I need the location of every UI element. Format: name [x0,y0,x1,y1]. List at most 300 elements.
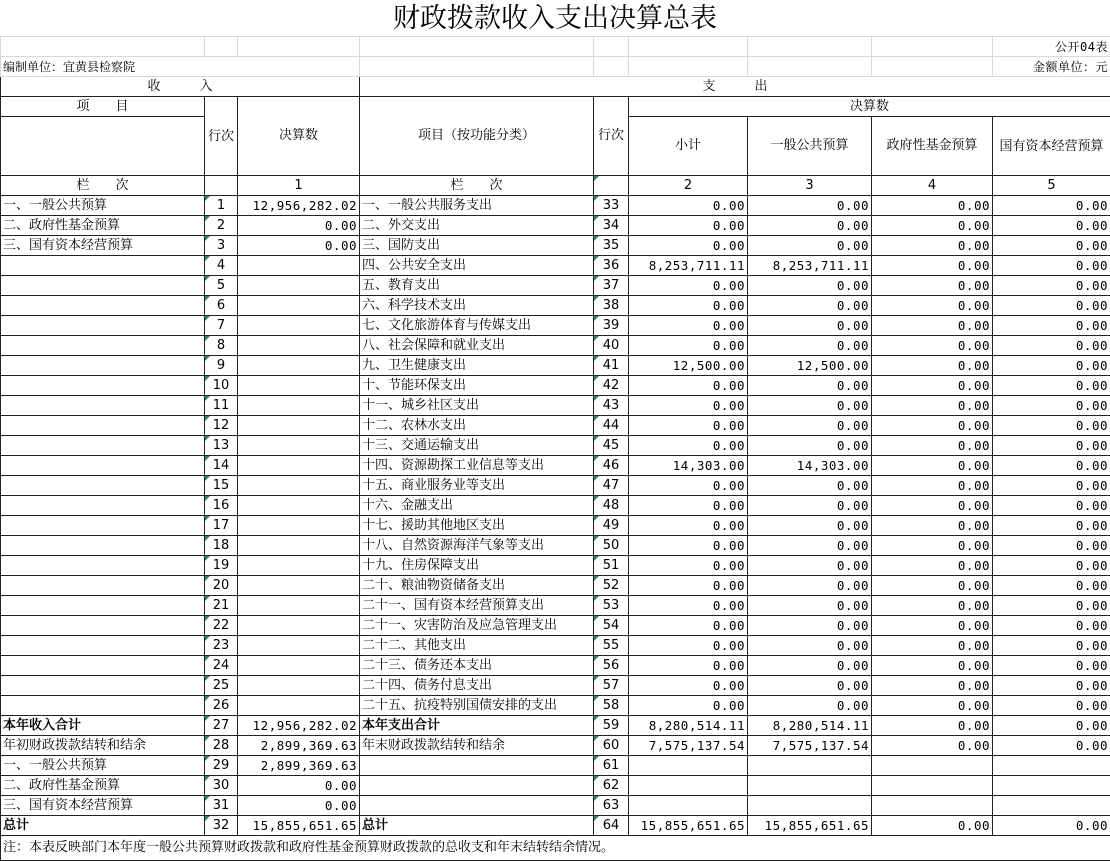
state-capital-cell[interactable]: 0.00 [993,516,1110,536]
subtotal-cell[interactable]: 0.00 [629,336,748,356]
state-capital-cell[interactable] [993,796,1110,816]
income-amount-cell[interactable] [238,276,360,296]
state-capital-cell[interactable]: 0.00 [993,296,1110,316]
income-amount-cell[interactable] [238,496,360,516]
subtotal-cell[interactable]: 0.00 [629,536,748,556]
income-item-cell[interactable] [1,616,205,636]
general-budget-cell[interactable]: 8,280,514.11 [748,716,872,736]
expense-line-no-cell[interactable]: 54 [594,616,629,636]
income-item-cell[interactable]: 二、政府性基金预算 [1,216,205,236]
income-item-cell[interactable] [1,496,205,516]
income-line-no-cell[interactable]: 10 [205,376,238,396]
income-line-no-cell[interactable]: 32 [205,816,238,836]
grid-cell[interactable] [872,57,993,77]
income-amount-cell[interactable] [238,296,360,316]
compiling-unit[interactable]: 编制单位：宜黄县检察院 [1,57,360,77]
subtotal-cell[interactable]: 15,855,651.65 [629,816,748,836]
subtotal-cell[interactable]: 0.00 [629,476,748,496]
expense-item-cell[interactable]: 二十二、其他支出 [360,636,594,656]
grid-cell[interactable] [594,57,629,77]
state-capital-cell[interactable]: 0.00 [993,316,1110,336]
state-capital-cell[interactable]: 0.00 [993,596,1110,616]
expense-item-cell[interactable]: 总计 [360,816,594,836]
general-budget-cell[interactable]: 0.00 [748,436,872,456]
column-index-4[interactable]: 4 [872,176,993,196]
expense-line-no-cell[interactable]: 60 [594,736,629,756]
expense-item-cell[interactable]: 十八、自然资源海洋气象等支出 [360,536,594,556]
income-amount-cell[interactable]: 15,855,651.65 [238,816,360,836]
income-item-cell[interactable] [1,476,205,496]
subtotal-cell[interactable]: 0.00 [629,516,748,536]
gov-fund-cell[interactable]: 0.00 [872,576,993,596]
gov-fund-cell[interactable] [872,756,993,776]
expense-line-no-cell[interactable]: 56 [594,656,629,676]
gov-fund-cell[interactable]: 0.00 [872,496,993,516]
state-capital-cell[interactable]: 0.00 [993,616,1110,636]
income-line-no-cell[interactable]: 13 [205,436,238,456]
income-amount-cell[interactable] [238,536,360,556]
state-capital-cell[interactable]: 0.00 [993,536,1110,556]
income-line-no-cell[interactable]: 2 [205,216,238,236]
income-line-no-cell[interactable]: 1 [205,196,238,216]
subtotal-cell[interactable] [629,756,748,776]
expense-item-cell[interactable] [360,796,594,816]
subtotal-cell[interactable]: 12,500.00 [629,356,748,376]
income-item-cell[interactable] [1,316,205,336]
expense-item-cell[interactable]: 五、教育支出 [360,276,594,296]
income-item-cell[interactable] [1,436,205,456]
income-line-no-cell[interactable]: 23 [205,636,238,656]
income-line-no-cell[interactable]: 17 [205,516,238,536]
expense-item-cell[interactable]: 一、一般公共服务支出 [360,196,594,216]
income-amount-cell[interactable] [238,556,360,576]
grid-cell[interactable] [629,57,748,77]
expense-item-cell[interactable] [360,776,594,796]
grid-cell[interactable] [360,37,594,57]
expense-line-no-cell[interactable]: 64 [594,816,629,836]
general-budget-cell[interactable]: 0.00 [748,296,872,316]
income-amount-cell[interactable] [238,376,360,396]
gov-fund-cell[interactable]: 0.00 [872,816,993,836]
income-line-no-cell[interactable]: 27 [205,716,238,736]
gov-fund-cell[interactable]: 0.00 [872,696,993,716]
expense-item-cell[interactable]: 九、卫生健康支出 [360,356,594,376]
expense-item-cell[interactable]: 十二、农林水支出 [360,416,594,436]
subtotal-cell[interactable]: 0.00 [629,496,748,516]
expense-line-no-cell[interactable]: 49 [594,516,629,536]
income-amount-cell[interactable] [238,356,360,376]
expense-line-no-cell[interactable]: 61 [594,756,629,776]
gov-fund-cell[interactable]: 0.00 [872,256,993,276]
subtotal-cell[interactable]: 0.00 [629,376,748,396]
income-item-cell[interactable]: 一、一般公共预算 [1,196,205,216]
income-line-no-cell[interactable]: 3 [205,236,238,256]
income-item-cell[interactable] [1,376,205,396]
gov-fund-cell[interactable]: 0.00 [872,216,993,236]
expense-item-cell[interactable]: 十一、城乡社区支出 [360,396,594,416]
income-line-no-cell[interactable]: 9 [205,356,238,376]
income-line-no-cell[interactable]: 22 [205,616,238,636]
subtotal-cell[interactable]: 0.00 [629,296,748,316]
form-code[interactable]: 公开04表 [993,37,1110,57]
column-label-2[interactable]: 栏 次 [360,176,594,196]
income-amount-cell[interactable] [238,596,360,616]
gov-fund-cell[interactable]: 0.00 [872,296,993,316]
subtotal-cell[interactable]: 0.00 [629,576,748,596]
general-budget-cell[interactable]: 0.00 [748,536,872,556]
column-index-2[interactable]: 2 [629,176,748,196]
income-line-no-cell[interactable]: 16 [205,496,238,516]
column-index-5[interactable]: 5 [993,176,1110,196]
expense-line-no-cell[interactable]: 63 [594,796,629,816]
income-amount-cell[interactable] [238,396,360,416]
general-budget-cell[interactable]: 0.00 [748,336,872,356]
gov-fund-cell[interactable]: 0.00 [872,456,993,476]
income-line-no-cell[interactable]: 24 [205,656,238,676]
item-header-blank[interactable] [1,117,205,176]
subtotal-cell[interactable]: 0.00 [629,696,748,716]
gov-fund-cell[interactable]: 0.00 [872,536,993,556]
expense-item-cell[interactable]: 七、文化旅游体育与传媒支出 [360,316,594,336]
item-by-function-header[interactable]: 项目（按功能分类） [360,97,594,176]
subtotal-cell[interactable]: 0.00 [629,276,748,296]
income-item-cell[interactable] [1,556,205,576]
general-budget-cell[interactable]: 14,303.00 [748,456,872,476]
expense-line-no-cell[interactable]: 45 [594,436,629,456]
income-amount-cell[interactable] [238,476,360,496]
expense-line-no-cell[interactable]: 62 [594,776,629,796]
income-amount-cell[interactable] [238,416,360,436]
income-header[interactable]: 收 入 [1,77,360,97]
income-line-no-cell[interactable]: 15 [205,476,238,496]
expense-item-cell[interactable]: 八、社会保障和就业支出 [360,336,594,356]
expense-line-no-cell[interactable]: 37 [594,276,629,296]
income-line-no-cell[interactable]: 18 [205,536,238,556]
general-budget-cell[interactable]: 0.00 [748,636,872,656]
expense-line-no-cell[interactable]: 44 [594,416,629,436]
income-amount-cell[interactable]: 0.00 [238,776,360,796]
state-capital-cell[interactable]: 0.00 [993,576,1110,596]
income-item-cell[interactable] [1,336,205,356]
subtotal-cell[interactable]: 14,303.00 [629,456,748,476]
general-budget-cell[interactable]: 0.00 [748,496,872,516]
expense-line-no-cell[interactable]: 33 [594,196,629,216]
income-line-no-cell[interactable]: 14 [205,456,238,476]
general-budget-cell[interactable]: 12,500.00 [748,356,872,376]
income-item-cell[interactable]: 三、国有资本经营预算 [1,236,205,256]
gov-fund-cell[interactable]: 0.00 [872,276,993,296]
state-capital-cell[interactable]: 0.00 [993,356,1110,376]
subtotal-cell[interactable]: 0.00 [629,596,748,616]
income-amount-cell[interactable] [238,616,360,636]
final-amount-header[interactable]: 决算数 [238,97,360,176]
gov-fund-cell[interactable]: 0.00 [872,336,993,356]
general-budget-cell[interactable]: 0.00 [748,276,872,296]
gov-fund-cell[interactable]: 0.00 [872,196,993,216]
income-item-cell[interactable] [1,536,205,556]
income-line-no-cell[interactable]: 28 [205,736,238,756]
subtotal-cell[interactable]: 0.00 [629,436,748,456]
grid-cell[interactable] [748,37,872,57]
general-budget-cell[interactable]: 0.00 [748,416,872,436]
state-capital-cell[interactable]: 0.00 [993,716,1110,736]
income-amount-cell[interactable]: 12,956,282.02 [238,716,360,736]
subtotal-cell[interactable]: 0.00 [629,416,748,436]
gov-fund-cell[interactable]: 0.00 [872,736,993,756]
subtotal-cell[interactable]: 0.00 [629,676,748,696]
income-amount-cell[interactable]: 0.00 [238,236,360,256]
general-budget-cell[interactable]: 0.00 [748,396,872,416]
general-budget-cell[interactable] [748,776,872,796]
item-header[interactable]: 项 目 [1,97,205,117]
expense-item-cell[interactable]: 三、国防支出 [360,236,594,256]
subtotal-cell[interactable]: 0.00 [629,316,748,336]
line-no-header[interactable]: 行次 [205,97,238,176]
state-capital-cell[interactable]: 0.00 [993,736,1110,756]
expense-item-cell[interactable]: 本年支出合计 [360,716,594,736]
income-line-no-cell[interactable]: 30 [205,776,238,796]
state-capital-cell[interactable]: 0.00 [993,196,1110,216]
expense-item-cell[interactable]: 二十一、灾害防治及应急管理支出 [360,616,594,636]
gov-fund-cell[interactable]: 0.00 [872,356,993,376]
expense-line-no-cell[interactable]: 46 [594,456,629,476]
expense-line-no-cell[interactable]: 34 [594,216,629,236]
expense-line-no-cell[interactable]: 52 [594,576,629,596]
expense-line-no-cell[interactable]: 50 [594,536,629,556]
expense-line-no-cell[interactable]: 35 [594,236,629,256]
state-capital-cell[interactable]: 0.00 [993,416,1110,436]
income-line-no-cell[interactable]: 21 [205,596,238,616]
line-no-header-2[interactable]: 行次 [594,97,629,176]
gov-fund-cell[interactable]: 0.00 [872,596,993,616]
state-capital-cell[interactable]: 0.00 [993,216,1110,236]
state-capital-cell[interactable] [993,756,1110,776]
expense-item-cell[interactable]: 十四、资源勘探工业信息等支出 [360,456,594,476]
income-amount-cell[interactable] [238,436,360,456]
income-item-cell[interactable] [1,416,205,436]
general-budget-cell[interactable]: 0.00 [748,516,872,536]
expense-header[interactable]: 支 出 [360,77,1110,97]
state-capital-cell[interactable] [993,776,1110,796]
expense-line-no-cell[interactable]: 48 [594,496,629,516]
general-budget-cell[interactable] [748,756,872,776]
expense-line-no-cell[interactable]: 57 [594,676,629,696]
income-item-cell[interactable] [1,256,205,276]
expense-line-no-cell[interactable]: 42 [594,376,629,396]
gov-fund-cell[interactable]: 0.00 [872,676,993,696]
general-budget-cell[interactable]: 0.00 [748,316,872,336]
column-blank[interactable] [205,176,238,196]
gov-fund-cell[interactable]: 0.00 [872,716,993,736]
general-budget-cell[interactable]: 0.00 [748,616,872,636]
income-line-no-cell[interactable]: 7 [205,316,238,336]
gov-fund-cell[interactable]: 0.00 [872,636,993,656]
expense-line-no-cell[interactable]: 59 [594,716,629,736]
subtotal-cell[interactable]: 8,253,711.11 [629,256,748,276]
state-capital-cell[interactable]: 0.00 [993,236,1110,256]
income-item-cell[interactable] [1,456,205,476]
gov-fund-cell[interactable]: 0.00 [872,516,993,536]
income-amount-cell[interactable]: 2,899,369.63 [238,756,360,776]
state-capital-cell[interactable]: 0.00 [993,496,1110,516]
income-amount-cell[interactable] [238,656,360,676]
expense-item-cell[interactable]: 二十五、抗疫特别国债安排的支出 [360,696,594,716]
expense-item-cell[interactable]: 年末财政拨款结转和结余 [360,736,594,756]
gov-fund-cell[interactable]: 0.00 [872,436,993,456]
income-amount-cell[interactable]: 2,899,369.63 [238,736,360,756]
gov-fund-cell[interactable]: 0.00 [872,476,993,496]
state-capital-cell[interactable]: 0.00 [993,396,1110,416]
income-line-no-cell[interactable]: 26 [205,696,238,716]
income-line-no-cell[interactable]: 29 [205,756,238,776]
expense-line-no-cell[interactable]: 47 [594,476,629,496]
income-item-cell[interactable]: 三、国有资本经营预算 [1,796,205,816]
general-budget-cell[interactable]: 0.00 [748,576,872,596]
expense-item-cell[interactable]: 十、节能环保支出 [360,376,594,396]
income-item-cell[interactable] [1,576,205,596]
gov-fund-cell[interactable] [872,776,993,796]
column-index-1[interactable]: 1 [238,176,360,196]
expense-line-no-cell[interactable]: 40 [594,336,629,356]
income-amount-cell[interactable] [238,516,360,536]
expense-line-no-cell[interactable]: 55 [594,636,629,656]
general-budget-cell[interactable]: 0.00 [748,376,872,396]
gov-fund-cell[interactable]: 0.00 [872,656,993,676]
expense-item-cell[interactable] [360,756,594,776]
income-line-no-cell[interactable]: 4 [205,256,238,276]
expense-item-cell[interactable]: 六、科学技术支出 [360,296,594,316]
expense-item-cell[interactable]: 十三、交通运输支出 [360,436,594,456]
income-line-no-cell[interactable]: 5 [205,276,238,296]
gov-fund-header[interactable]: 政府性基金预算 [872,117,993,176]
general-budget-cell[interactable]: 8,253,711.11 [748,256,872,276]
subtotal-cell[interactable]: 7,575,137.54 [629,736,748,756]
income-item-cell[interactable] [1,676,205,696]
currency-unit[interactable]: 金额单位：元 [993,57,1110,77]
gov-fund-cell[interactable]: 0.00 [872,236,993,256]
expense-line-no-cell[interactable]: 39 [594,316,629,336]
income-amount-cell[interactable] [238,576,360,596]
subtotal-cell[interactable]: 0.00 [629,616,748,636]
subtotal-cell[interactable]: 0.00 [629,196,748,216]
income-amount-cell[interactable] [238,336,360,356]
gov-fund-cell[interactable] [872,796,993,816]
income-line-no-cell[interactable]: 6 [205,296,238,316]
income-item-cell[interactable] [1,396,205,416]
income-item-cell[interactable] [1,516,205,536]
expense-line-no-cell[interactable]: 38 [594,296,629,316]
general-budget-cell[interactable]: 15,855,651.65 [748,816,872,836]
income-amount-cell[interactable] [238,676,360,696]
column-index-3[interactable]: 3 [748,176,872,196]
income-item-cell[interactable] [1,656,205,676]
state-capital-cell[interactable]: 0.00 [993,376,1110,396]
general-budget-cell[interactable]: 0.00 [748,196,872,216]
income-item-cell[interactable] [1,696,205,716]
expense-line-no-cell[interactable]: 51 [594,556,629,576]
income-amount-cell[interactable] [238,316,360,336]
general-budget-cell[interactable]: 0.00 [748,696,872,716]
gov-fund-cell[interactable]: 0.00 [872,376,993,396]
general-budget-cell[interactable]: 0.00 [748,556,872,576]
expense-line-no-cell[interactable]: 36 [594,256,629,276]
general-budget-cell[interactable]: 0.00 [748,236,872,256]
grid-cell[interactable] [360,57,594,77]
expense-line-no-cell[interactable]: 43 [594,396,629,416]
general-budget-header[interactable]: 一般公共预算 [748,117,872,176]
state-capital-cell[interactable]: 0.00 [993,676,1110,696]
state-capital-cell[interactable]: 0.00 [993,456,1110,476]
expense-item-cell[interactable]: 四、公共安全支出 [360,256,594,276]
state-capital-cell[interactable]: 0.00 [993,256,1110,276]
income-item-cell[interactable]: 一、一般公共预算 [1,756,205,776]
expense-line-no-cell[interactable]: 58 [594,696,629,716]
general-budget-cell[interactable]: 0.00 [748,676,872,696]
general-budget-cell[interactable]: 0.00 [748,476,872,496]
state-capital-cell[interactable]: 0.00 [993,276,1110,296]
gov-fund-cell[interactable]: 0.00 [872,556,993,576]
subtotal-cell[interactable]: 0.00 [629,636,748,656]
state-capital-header[interactable]: 国有资本经营预算 [993,117,1110,176]
income-line-no-cell[interactable]: 19 [205,556,238,576]
state-capital-cell[interactable]: 0.00 [993,476,1110,496]
general-budget-cell[interactable] [748,796,872,816]
expense-item-cell[interactable]: 十七、援助其他地区支出 [360,516,594,536]
state-capital-cell[interactable]: 0.00 [993,336,1110,356]
subtotal-cell[interactable]: 0.00 [629,396,748,416]
state-capital-cell[interactable]: 0.00 [993,816,1110,836]
income-line-no-cell[interactable]: 12 [205,416,238,436]
expense-item-cell[interactable]: 二十四、债务付息支出 [360,676,594,696]
income-line-no-cell[interactable]: 8 [205,336,238,356]
expense-item-cell[interactable]: 二、外交支出 [360,216,594,236]
gov-fund-cell[interactable]: 0.00 [872,316,993,336]
general-budget-cell[interactable]: 0.00 [748,596,872,616]
grid-cell[interactable] [594,37,629,57]
gov-fund-cell[interactable]: 0.00 [872,616,993,636]
final-amount-group-header[interactable]: 决算数 [629,97,1110,117]
grid-cell[interactable] [872,37,993,57]
state-capital-cell[interactable]: 0.00 [993,656,1110,676]
income-amount-cell[interactable]: 0.00 [238,216,360,236]
income-item-cell[interactable] [1,596,205,616]
column-label[interactable]: 栏 次 [1,176,205,196]
subtotal-header[interactable]: 小计 [629,117,748,176]
income-line-no-cell[interactable]: 25 [205,676,238,696]
income-line-no-cell[interactable]: 20 [205,576,238,596]
state-capital-cell[interactable]: 0.00 [993,636,1110,656]
state-capital-cell[interactable]: 0.00 [993,556,1110,576]
income-item-cell[interactable] [1,296,205,316]
subtotal-cell[interactable] [629,776,748,796]
subtotal-cell[interactable]: 8,280,514.11 [629,716,748,736]
grid-cell[interactable] [1,37,205,57]
income-amount-cell[interactable]: 0.00 [238,796,360,816]
general-budget-cell[interactable]: 7,575,137.54 [748,736,872,756]
gov-fund-cell[interactable]: 0.00 [872,416,993,436]
expense-item-cell[interactable]: 二十一、国有资本经营预算支出 [360,596,594,616]
income-amount-cell[interactable] [238,636,360,656]
column-blank[interactable] [594,176,629,196]
general-budget-cell[interactable]: 0.00 [748,216,872,236]
income-amount-cell[interactable] [238,256,360,276]
income-item-cell[interactable] [1,636,205,656]
grid-cell[interactable] [629,37,748,57]
subtotal-cell[interactable]: 0.00 [629,556,748,576]
general-budget-cell[interactable]: 0.00 [748,656,872,676]
subtotal-cell[interactable]: 0.00 [629,656,748,676]
expense-item-cell[interactable]: 十六、金融支出 [360,496,594,516]
